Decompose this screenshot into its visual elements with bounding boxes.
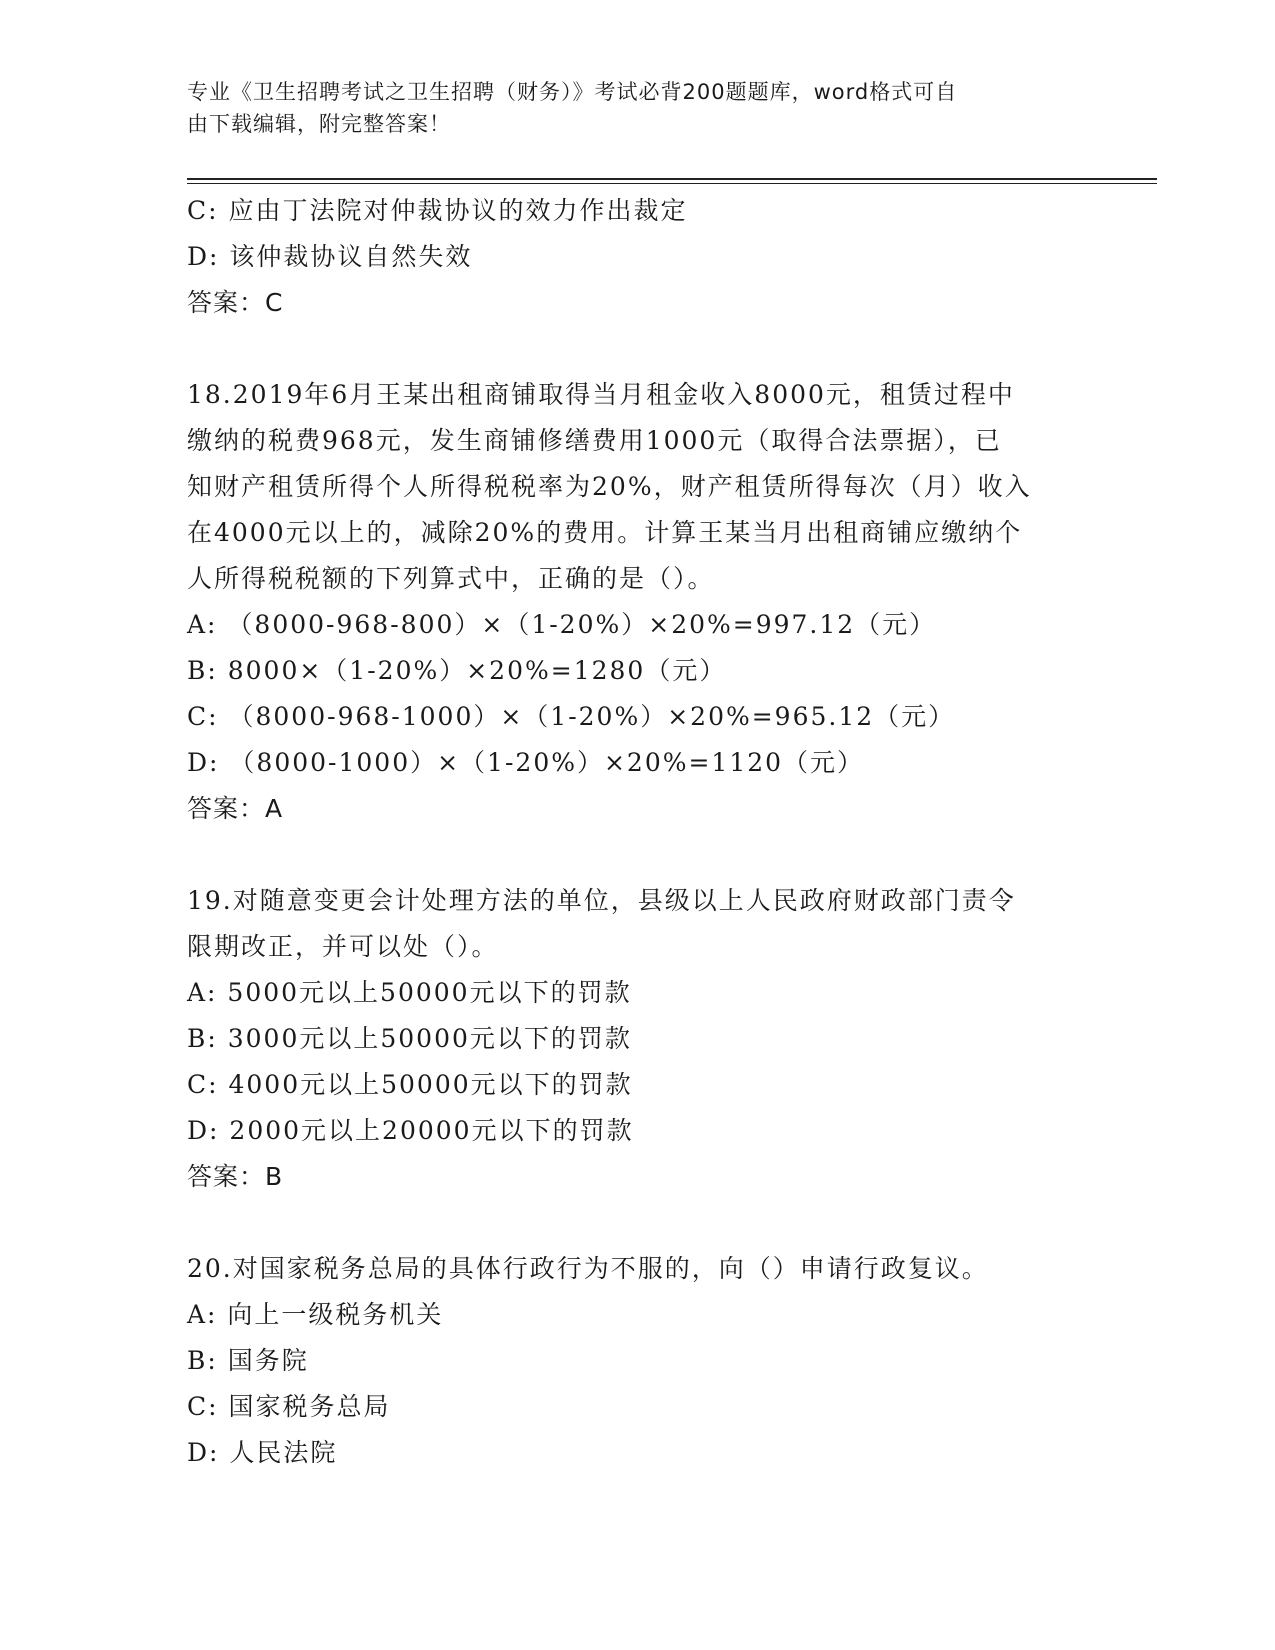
question-text-line: 限期改正，并可以处（）。 bbox=[187, 932, 499, 961]
question-text-line: 20.对国家税务总局的具体行政行为不服的，向（）申请行政复议。 bbox=[187, 1254, 989, 1283]
header-line-1: 专业《卫生招聘考试之卫生招聘（财务）》考试必背200题题库，word格式可自 bbox=[187, 80, 958, 104]
question-text-line: 知财产租赁所得个人所得税税率为20%，财产租赁所得每次（月）收入 bbox=[187, 472, 1032, 501]
question-text-line: 18.2019年6月王某出租商铺取得当月租金收入8000元，租赁过程中 bbox=[187, 380, 1015, 409]
option-d: D: （8000-1000）×（1-20%）×20%=1120（元） bbox=[187, 748, 865, 777]
spacer bbox=[187, 832, 1087, 878]
option-d: D: 人民法院 bbox=[187, 1438, 338, 1467]
question-block-19 bbox=[187, 878, 1087, 1200]
option-b: B: 3000元以上50000元以下的罚款 bbox=[187, 1024, 632, 1053]
question-text-line: 人所得税税额的下列算式中，正确的是（）。 bbox=[187, 564, 715, 593]
header-rule-thin bbox=[187, 183, 1157, 184]
option-c: C: （8000-968-1000）×（1-20%）×20%=965.12（元） bbox=[187, 702, 956, 731]
spacer bbox=[187, 1200, 1087, 1246]
question-text-line: 19.对随意变更会计处理方法的单位，县级以上人民政府财政部门责令 bbox=[187, 886, 1016, 915]
option-d: D: 该仲裁协议自然失效 bbox=[187, 242, 473, 271]
option-a: A: 5000元以上50000元以下的罚款 bbox=[187, 978, 632, 1007]
option-c: C: 应由丁法院对仲裁协议的效力作出裁定 bbox=[187, 196, 688, 225]
header-rule-thick bbox=[187, 178, 1157, 180]
option-a: A: （8000-968-800）×（1-20%）×20%=997.12（元） bbox=[187, 610, 937, 639]
header-line-2: 由下载编辑，附完整答案！ bbox=[187, 112, 451, 136]
answer-line: 答案：B bbox=[187, 1162, 284, 1191]
question-text-line: 在4000元以上的，减除20%的费用。计算王某当月出租商铺应缴纳个 bbox=[187, 518, 1023, 547]
question-block-20 bbox=[187, 1246, 1087, 1476]
answer-line: 答案：C bbox=[187, 288, 284, 317]
option-d: D: 2000元以上20000元以下的罚款 bbox=[187, 1116, 634, 1145]
question-text-line: 缴纳的税费968元，发生商铺修缮费用1000元（取得合法票据），已 bbox=[187, 426, 1002, 455]
document-body bbox=[187, 188, 1087, 1476]
question-block-18 bbox=[187, 372, 1087, 832]
option-b: B: 8000×（1-20%）×20%=1280（元） bbox=[187, 656, 727, 685]
option-a: A: 向上一级税务机关 bbox=[187, 1300, 444, 1329]
option-b: B: 国务院 bbox=[187, 1346, 309, 1375]
question-block-17 bbox=[187, 188, 1087, 326]
answer-line: 答案：A bbox=[187, 794, 284, 823]
option-c: C: 4000元以上50000元以下的罚款 bbox=[187, 1070, 633, 1099]
spacer bbox=[187, 326, 1087, 372]
page-header bbox=[187, 76, 1087, 140]
option-c: C: 国家税务总局 bbox=[187, 1392, 391, 1421]
